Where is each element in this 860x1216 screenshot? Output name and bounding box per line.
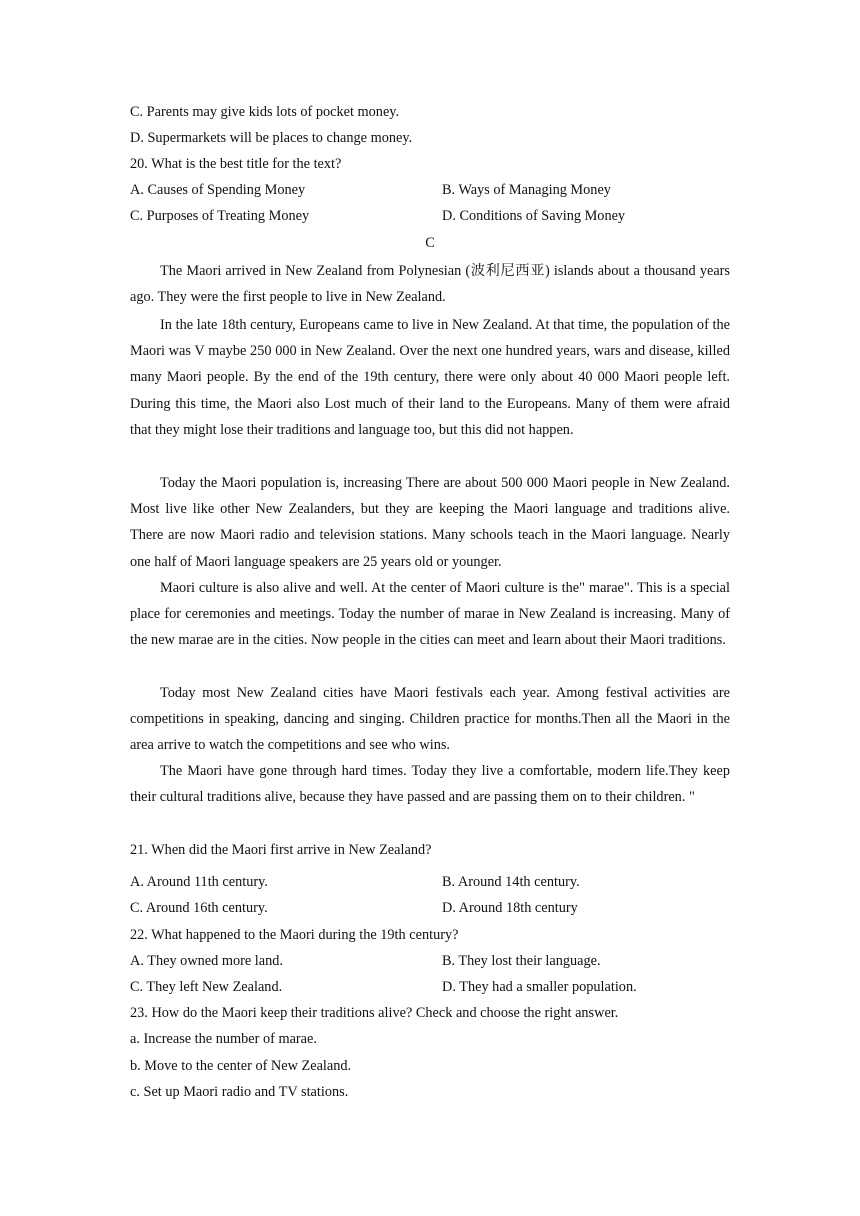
passage-paragraph-2: In the late 18th century, Europeans came to live in New Zealand. At that time, the population of the Maori was V maybe 250 000 in New Zealand. Over the next one hundred years, wars and disease, killed many Maori people. By the end of the 19th century, there were only about 40 000 Maori people left. During this time, the Maori also Lost much of their land to the Europeans. Many of them were afraid that they might lose their traditions and language too, but this did not happen. [130, 317, 730, 438]
option-d: D. Supermarkets will be places to change money. [130, 130, 413, 146]
passage-paragraph-6: The Maori have gone through hard times. Today they live a comfortable, modern life.They keep their cultural traditions alive, because they have passed and are passing them on to their children. " [130, 763, 730, 806]
question-21: 21. When did the Maori first arrive in New Zealand? [130, 842, 432, 858]
q20-option-d: D. Conditions of Saving Money [442, 208, 626, 224]
q20-option-b: B. Ways of Managing Money [442, 182, 611, 198]
passage-paragraph-1: The Maori arrived in New Zealand from Polynesian (波利尼西亚) islands about a thousand years ago. They were the first people to live in New Zealand. [130, 263, 730, 306]
q21-option-a: A. Around 11th century. [130, 874, 268, 890]
q23-item-b: b. Move to the center of New Zealand. [130, 1058, 352, 1074]
q22-option-b: B. They lost their language. [442, 953, 601, 969]
option-c: C. Parents may give kids lots of pocket money. [130, 104, 400, 120]
passage-paragraph-3: Today the Maori population is, increasing There are about 500 000 Maori people in New Zealand. Most live like other New Zealanders, but they are keeping the Maori language and traditions alive. There are now Maori radio and television stations. Many schools teach in the Maori language. Nearly one half of Maori language speakers are 25 years old or younger. [130, 475, 730, 570]
q22-option-c: C. They left New Zealand. [130, 979, 283, 995]
question-20: 20. What is the best title for the text? [130, 156, 342, 172]
q20-option-a: A. Causes of Spending Money [130, 182, 306, 198]
question-22: 22. What happened to the Maori during the 19th century? [130, 927, 459, 943]
q23-item-a: a. Increase the number of marae. [130, 1031, 317, 1047]
section-label: C [425, 235, 435, 251]
q20-option-c: C. Purposes of Treating Money [130, 208, 310, 224]
passage-paragraph-5: Today most New Zealand cities have Maori festivals each year. Among festival activities are competitions in speaking, dancing and singing. Children practice for months.Then all the Maori in the area arrive to watch the competitions and see who wins. [130, 685, 730, 754]
q21-option-b: B. Around 14th century. [442, 874, 580, 890]
q22-option-a: A. They owned more land. [130, 953, 283, 969]
question-23: 23. How do the Maori keep their traditions alive? Check and choose the right answer. [130, 1005, 619, 1021]
q22-option-d: D. They had a smaller population. [442, 979, 637, 995]
q21-option-d: D. Around 18th century [442, 900, 578, 916]
passage-paragraph-4: Maori culture is also alive and well. At the center of Maori culture is the" marae". This is a special place for ceremonies and meetings. Today the number of marae in New Zealand is increasing. Many of the new marae are in the cities. Now people in the cities can meet and learn about their Maori traditions. [130, 580, 730, 649]
q21-option-c: C. Around 16th century. [130, 900, 268, 916]
q23-item-c: c. Set up Maori radio and TV stations. [130, 1084, 349, 1100]
